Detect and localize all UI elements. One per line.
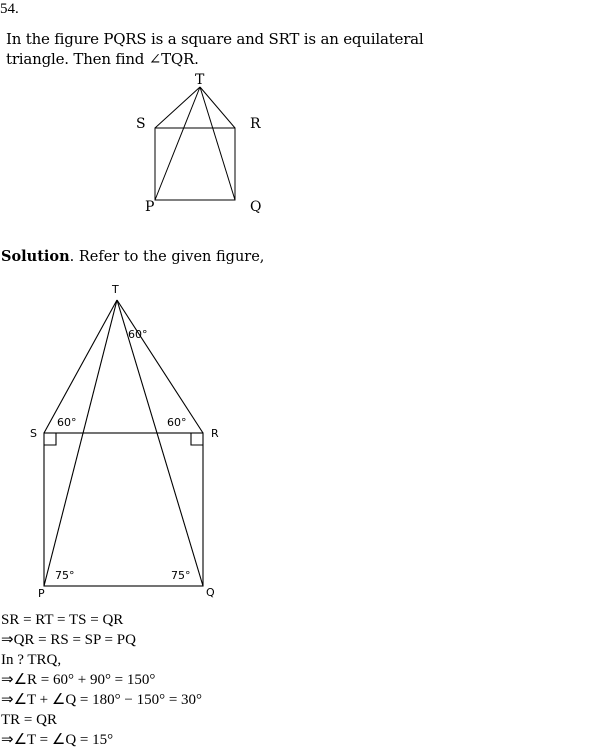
fig2-angle-top: 60° [128, 328, 148, 341]
fig2-edge-rt [117, 300, 203, 433]
fig2-label-t: T [112, 283, 119, 296]
question-number: 54. [0, 1, 19, 17]
fig2-angle-r: 60° [167, 416, 187, 429]
fig1-label-r: R [250, 116, 261, 132]
fig2-label-q: Q [206, 586, 215, 599]
fig2-square [44, 433, 203, 586]
question-text-line-1: In the figure PQRS is a square and SRT is an equilateral [6, 30, 424, 48]
solution-step: TR = QR [1, 712, 57, 728]
solution-step: ⇒∠T = ∠Q = 15° [1, 732, 114, 748]
solution-step: ⇒∠R = 60° + 90° = 150° [1, 672, 156, 688]
fig2-edge-qt [117, 300, 203, 586]
fig2-right-angle-s [44, 433, 56, 445]
solution-step: ⇒∠T + ∠Q = 180° − 150° = 30° [1, 692, 203, 708]
fig2-edge-st [44, 300, 117, 433]
fig1-label-s: S [136, 116, 146, 132]
fig1-label-t: T [195, 72, 205, 88]
fig2-label-p: P [38, 587, 45, 600]
fig2-angle-q: 75° [171, 569, 191, 582]
question-text-line-2: triangle. Then find ∠TQR. [6, 50, 199, 68]
fig2-angle-p: 75° [55, 569, 75, 582]
solution-step: ⇒QR = RS = SP = PQ [1, 632, 136, 648]
fig2-angle-s: 60° [57, 416, 77, 429]
solution-label: Solution [1, 248, 70, 265]
fig1-label-p: P [145, 199, 155, 215]
solution-step: In ? TRQ, [1, 652, 62, 668]
solution-intro: . Refer to the given figure, [69, 249, 265, 265]
fig2-label-s: S [30, 427, 37, 440]
fig2-label-r: R [211, 427, 219, 440]
fig1-label-q: Q [250, 199, 262, 215]
fig2-right-angle-r [191, 433, 203, 445]
fig2-edge-pt [44, 300, 117, 586]
solution-step: SR = RT = TS = QR [1, 612, 124, 628]
